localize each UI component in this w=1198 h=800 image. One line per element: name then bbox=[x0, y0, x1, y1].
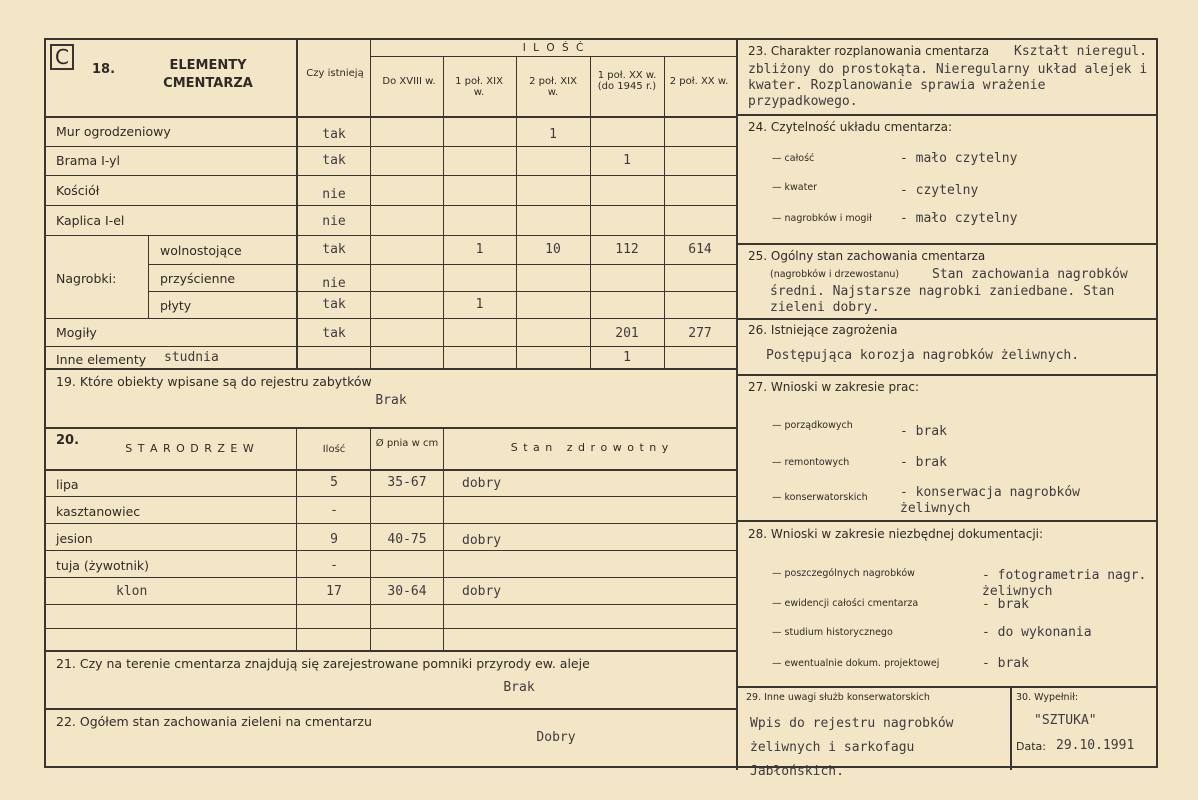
s27-row-konserwatorskich: — konserwatorskich bbox=[772, 492, 868, 503]
s20-title: S T A R O D R Z E W bbox=[125, 442, 255, 455]
s28-label: 28. Wnioski w zakresie niezbędnej dokumentacji: bbox=[748, 527, 1044, 541]
s23-value: zbliżony do prostokąta. Nieregularny układ alejek i kwater. Rozplanowanie sprawia wrażenie przypadkowego. bbox=[748, 62, 1148, 109]
col-xviii: Do XVIII w. bbox=[382, 76, 436, 87]
col-2pol-xix: 2 poł. XIX w. bbox=[529, 76, 577, 98]
s21-label: 21. Czy na terenie cmentarza znajdują się zarejestrowane pomniki przyrody ew. aleje bbox=[56, 656, 590, 671]
tree-kasztanowiec: kasztanowiec bbox=[56, 504, 141, 519]
qty-wolno-1xix: 1 bbox=[475, 242, 484, 257]
s23-value-first: Kształt nieregul. bbox=[1014, 44, 1148, 59]
qty-mur-2xix: 1 bbox=[549, 127, 557, 142]
tree-jesion-pnia: 40-75 bbox=[387, 532, 427, 547]
s22-value: Dobry bbox=[536, 730, 576, 745]
s30-value: "SZTUKA" bbox=[1034, 713, 1097, 728]
qty-brama-1xx: 1 bbox=[623, 153, 631, 168]
s21-value: Brak bbox=[503, 680, 535, 695]
row-label-mogily: Mogiły bbox=[56, 325, 97, 340]
s24-row-nagrobkow: — nagrobków i mogił bbox=[772, 213, 872, 224]
s25-label: 25. Ogólny stan zachowania cmentarza bbox=[748, 249, 986, 263]
s27-row-remontowych: — remontowych bbox=[772, 457, 850, 468]
s24-row-calosc: — całość bbox=[772, 153, 815, 164]
col-1pol-xx: 1 poł. XX w. (do 1945 r.) bbox=[597, 70, 657, 92]
row-label-przyscienne: przyścienne bbox=[160, 271, 236, 286]
tree-tuja: tuja (żywotnik) bbox=[56, 558, 150, 573]
row-label-brama: Brama I-yl bbox=[56, 153, 121, 168]
s20-col-ilosc: Ilość bbox=[322, 444, 346, 455]
s26-label: 26. Istniejące zagrożenia bbox=[748, 323, 898, 337]
tree-tuja-ilosc: - bbox=[330, 558, 338, 573]
qty-mogily-2xx: 277 bbox=[688, 326, 712, 341]
row-label-nagrobki: Nagrobki: bbox=[56, 271, 117, 286]
s28-row-nagrobkow: — poszczególnych nagrobków bbox=[772, 568, 915, 579]
s24-value-kwater: - czytelny bbox=[900, 183, 979, 198]
tree-lipa-pnia: 35-67 bbox=[387, 475, 427, 490]
row-label-wolnostojace: wolnostojące bbox=[160, 243, 242, 258]
s28-value-historycznego: - do wykonania bbox=[982, 625, 1092, 640]
tree-lipa-stan: dobry bbox=[462, 476, 502, 491]
section-18-title-1: ELEMENTY bbox=[169, 58, 247, 73]
corner-letter: C bbox=[50, 44, 74, 70]
s22-label: 22. Ogółem stan zachowania zieleni na cmentarzu bbox=[56, 714, 372, 729]
s30-date: 29.10.1991 bbox=[1056, 738, 1135, 753]
s27-value-remontowych: - brak bbox=[900, 455, 947, 470]
s19-value: Brak bbox=[375, 393, 407, 408]
s28-row-ewidencji: — ewidencji całości cmentarza bbox=[772, 598, 919, 609]
s19-label: 19. Które obiekty wpisane są do rejestru zabytków bbox=[56, 374, 372, 389]
s20-col-stan: S t a n z d r o w o t n y bbox=[510, 441, 670, 454]
tree-jesion-ilosc: 9 bbox=[330, 532, 338, 547]
s27-value-konserwatorskich: - konserwacja nagrobków żeliwnych bbox=[900, 485, 1081, 516]
s26-value: Postępująca korozja nagrobków żeliwnych. bbox=[766, 348, 1080, 363]
tree-jesion-stan: dobry bbox=[462, 533, 502, 548]
row-label-mur: Mur ogrodzeniowy bbox=[56, 124, 171, 139]
s28-value-nagrobkow: - fotogrametria nagr. żeliwnych bbox=[982, 568, 1147, 599]
exists-mur: tak bbox=[322, 127, 346, 142]
s24-value-calosc: - mało czytelny bbox=[900, 151, 1018, 166]
s24-value-nagrobkow: - mało czytelny bbox=[900, 211, 1018, 226]
s29-value: Wpis do rejestru nagrobków żeliwnych i sarkofagu Jabłońskich. bbox=[750, 716, 954, 779]
section-18-title-2: CMENTARZA bbox=[163, 76, 253, 91]
qty-wolno-2xx: 614 bbox=[688, 242, 712, 257]
tree-klon-pnia: 30-64 bbox=[387, 584, 427, 599]
tree-lipa-ilosc: 5 bbox=[330, 475, 338, 490]
section-18-number: 18. bbox=[92, 62, 116, 77]
s27-label: 27. Wnioski w zakresie prac: bbox=[748, 380, 920, 394]
tree-klon-ilosc: 17 bbox=[326, 584, 342, 599]
s28-row-projektowej: — ewentualnie dokum. projektowej bbox=[772, 658, 940, 669]
row-label-kaplica: Kaplica I-el bbox=[56, 213, 125, 228]
col-exists-header: Czy istnieją bbox=[306, 68, 364, 79]
qty-plyty-1xix: 1 bbox=[475, 297, 484, 312]
s27-row-porzadkowych: — porządkowych bbox=[772, 420, 853, 431]
exists-kaplica: nie bbox=[322, 214, 346, 229]
tree-klon: klon bbox=[116, 584, 148, 599]
qty-wolno-1xx: 112 bbox=[615, 242, 639, 257]
s20-col-pnia: Ø pnia w cm bbox=[375, 438, 439, 449]
exists-wolnostojace: tak bbox=[322, 242, 346, 257]
exists-mogily: tak bbox=[322, 326, 346, 341]
s24-row-kwater: — kwater bbox=[772, 182, 818, 193]
inne-value: studnia bbox=[164, 350, 219, 365]
qty-wolno-2xix: 10 bbox=[545, 242, 561, 257]
s28-row-historycznego: — studium historycznego bbox=[772, 627, 893, 638]
tree-jesion: jesion bbox=[56, 531, 93, 546]
s20-number: 20. bbox=[56, 433, 80, 448]
exists-przyscienne: nie bbox=[322, 276, 346, 291]
qty-inne-1xx: 1 bbox=[623, 350, 631, 365]
s25-value-first: Stan zachowania nagrobków bbox=[932, 267, 1128, 282]
row-label-plyty: płyty bbox=[160, 298, 192, 313]
exists-kosciol: nie bbox=[322, 187, 346, 202]
qty-mogily-1xx: 201 bbox=[615, 326, 639, 341]
exists-plyty: tak bbox=[322, 297, 346, 312]
col-2pol-xx: 2 poł. XX w. bbox=[669, 76, 729, 87]
col-1pol-xix: 1 poł. XIX w. bbox=[455, 76, 503, 98]
s28-value-ewidencji: - brak bbox=[982, 597, 1029, 612]
s25-value: średni. Najstarsze nagrobki zaniedbane. Stan zieleni dobry. bbox=[770, 284, 1115, 315]
row-label-kosciol: Kościół bbox=[56, 183, 100, 198]
tree-kasztanowiec-ilosc: - bbox=[330, 503, 338, 518]
ilosc-header: I L O Ś Ć bbox=[522, 42, 586, 54]
row-label-inne: Inne elementy bbox=[56, 352, 147, 367]
s25-sub: (nagrobków i drzewostanu) bbox=[770, 269, 900, 280]
s23-label: 23. Charakter rozplanowania cmentarza bbox=[748, 44, 990, 58]
tree-klon-stan: dobry bbox=[462, 584, 502, 599]
s24-label: 24. Czytelność układu cmentarza: bbox=[748, 120, 953, 134]
s30-date-label: Data: bbox=[1016, 740, 1046, 753]
s30-label: 30. Wypełnił: bbox=[1016, 692, 1079, 703]
s29-label: 29. Inne uwagi służb konserwatorskich bbox=[746, 692, 930, 703]
exists-brama: tak bbox=[322, 153, 346, 168]
s27-value-porzadkowych: - brak bbox=[900, 424, 947, 439]
tree-lipa: lipa bbox=[56, 477, 79, 492]
s28-value-projektowej: - brak bbox=[982, 656, 1029, 671]
